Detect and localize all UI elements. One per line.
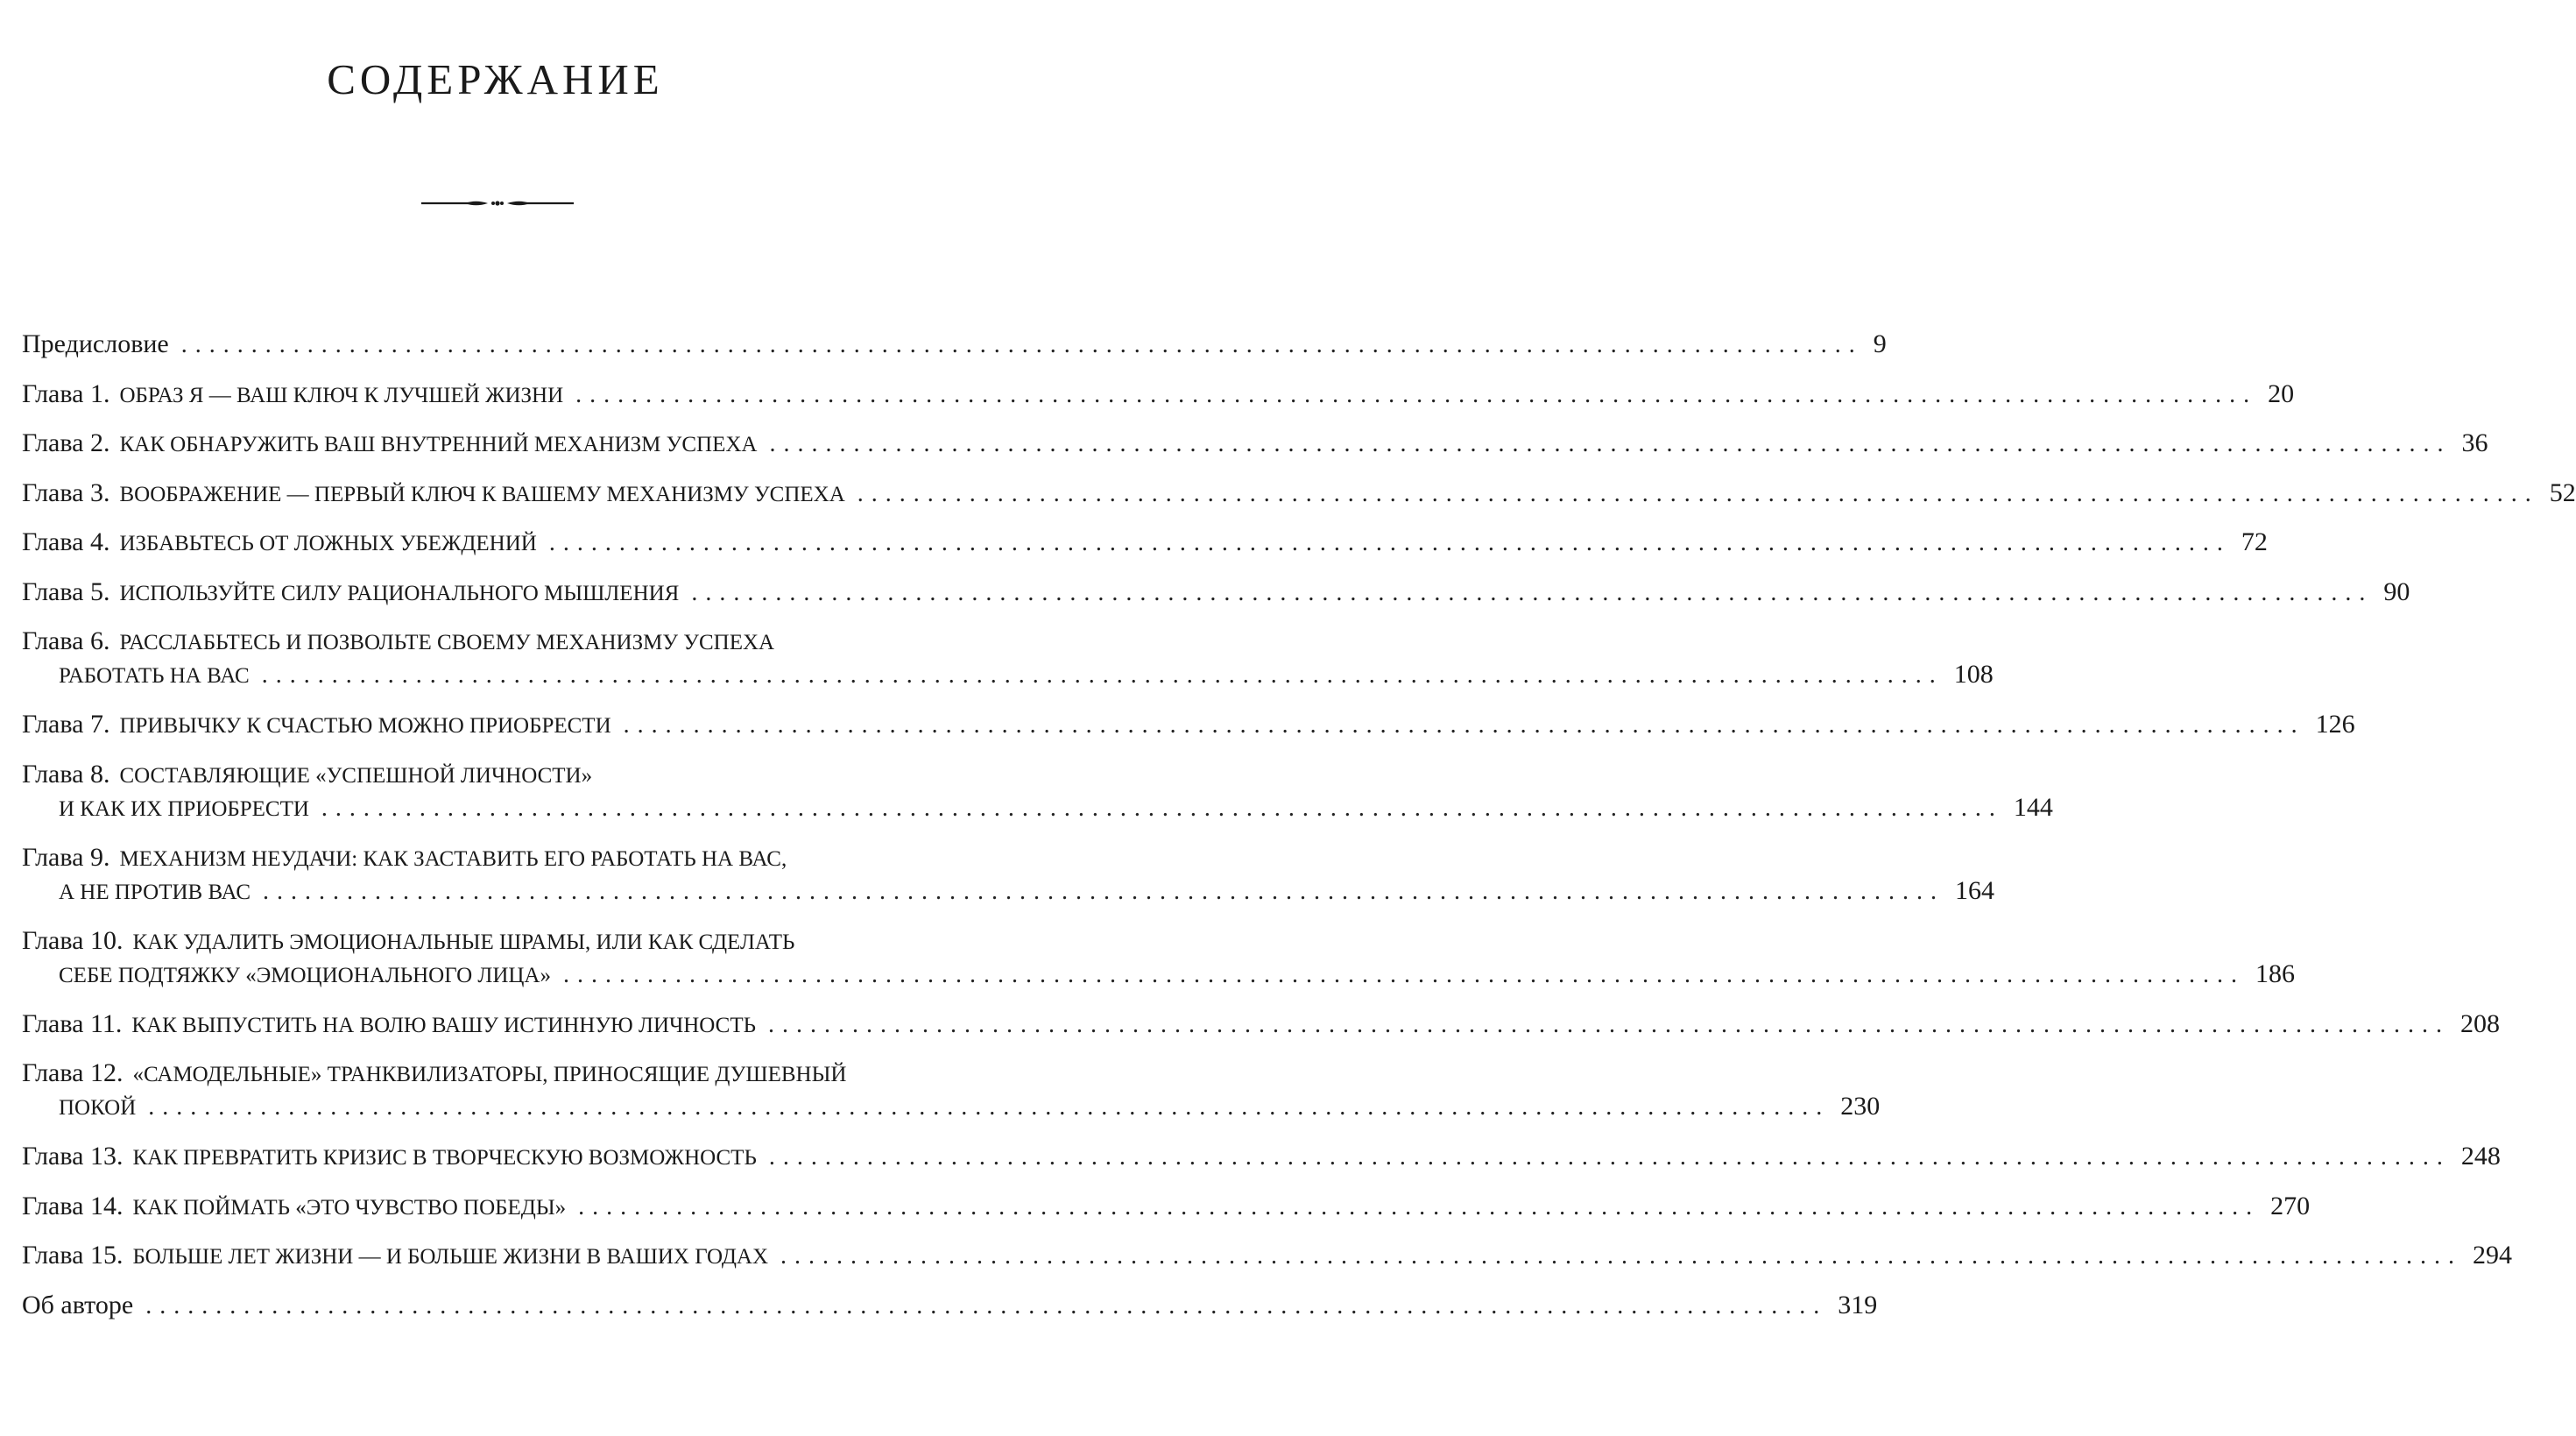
toc-entry-chapter-15[interactable] <box>22 1239 2512 1289</box>
dot-leader: ........................................................................................................................ <box>767 1010 2450 1038</box>
dot-leader: ........................................................................................................................ <box>321 794 2003 822</box>
toc-entry-chapter-3[interactable] <box>22 477 2576 527</box>
toc-page-number: 248 <box>2460 1142 2501 1171</box>
toc-entry-chapter-5[interactable] <box>22 576 2410 626</box>
toc-title: СОСТАВЛЯЮЩИЕ «УСПЕШНОЙ ЛИЧНОСТИ» <box>119 763 593 788</box>
toc-title: КАК УДАЛИТЬ ЭМОЦИОНАЛЬНЫЕ ШРАМЫ, ИЛИ КАК СДЕЛАТЬ <box>132 930 795 954</box>
dot-leader: ........................................................................................................................ <box>148 1093 1831 1121</box>
toc-title-continued: СЕБЕ ПОДТЯЖКУ «ЭМОЦИОНАЛЬНОГО ЛИЦА» <box>59 963 551 987</box>
toc-page-number: 108 <box>1953 660 1994 689</box>
toc-page-number: 208 <box>2460 1008 2500 1038</box>
toc-label: Глава 7. <box>22 710 110 739</box>
dot-leader: ........................................................................................................................ <box>145 1291 1828 1319</box>
dot-leader: ........................................................................................................................ <box>548 529 2231 556</box>
dot-leader: ........................................................................................................................ <box>857 479 2539 507</box>
toc-entry-chapter-6[interactable] <box>22 625 1994 708</box>
toc-page-number: 230 <box>1840 1092 1881 1121</box>
toc-page-number: 294 <box>2473 1241 2512 1270</box>
toc-entry-about-author[interactable] <box>22 1289 1878 1339</box>
toc-title-continued: РАБОТАТЬ НА ВАС <box>59 664 250 688</box>
toc-label: Глава 1. <box>22 378 110 408</box>
toc-entry-chapter-2[interactable] <box>22 427 2488 477</box>
toc-page-number: 270 <box>2270 1191 2311 1220</box>
toc-title: КАК ПОЙМАТЬ «ЭТО ЧУВСТВО ПОБЕДЫ» <box>132 1195 567 1220</box>
toc-title: МЕХАНИЗМ НЕУДАЧИ: КАК ЗАСТАВИТЬ ЕГО РАБОТАТЬ НА ВАС, <box>119 846 787 871</box>
dot-leader: ........................................................................................................................ <box>180 331 1863 358</box>
dot-leader: ........................................................................................................................ <box>263 877 1945 905</box>
toc-label: Глава 4. <box>22 527 110 556</box>
toc-title: ВООБРАЖЕНИЕ — ПЕРВЫЙ КЛЮЧ К ВАШЕМУ МЕХАНИЗМУ УСПЕХА <box>119 482 845 506</box>
toc-title: ИСПОЛЬЗУЙТЕ СИЛУ РАЦИОНАЛЬНОГО МЫШЛЕНИЯ <box>119 581 680 605</box>
toc-entry-chapter-4[interactable] <box>22 526 2268 576</box>
toc-page-number: 126 <box>2315 710 2355 739</box>
toc-label: Об авторе <box>22 1290 134 1319</box>
toc-entry-chapter-12[interactable] <box>22 1057 1881 1140</box>
toc-page-number: 52 <box>2549 477 2576 507</box>
dot-leader: ........................................................................................................................ <box>261 661 1944 689</box>
dot-leader: ........................................................................................................................ <box>691 578 2374 606</box>
toc-page-number: 20 <box>2268 378 2295 408</box>
toc-entry-preface[interactable] <box>22 328 1887 378</box>
toc-label: Глава 11. <box>22 1008 123 1038</box>
toc-entry-chapter-1[interactable] <box>22 378 2295 428</box>
toc-page-number: 72 <box>2241 527 2268 556</box>
toc-label: Глава 13. <box>22 1142 124 1171</box>
dot-leader: ........................................................................................................................ <box>623 711 2305 739</box>
toc-entry-chapter-7[interactable] <box>22 708 2355 758</box>
toc-page-number: 319 <box>1838 1290 1878 1319</box>
toc-label: Глава 12. <box>22 1058 124 1087</box>
toc-label: Глава 9. <box>22 842 110 872</box>
toc-title: ИЗБАВЬТЕСЬ ОТ ЛОЖНЫХ УБЕЖДЕНИЙ <box>119 532 537 555</box>
toc-title-continued: А НЕ ПРОТИВ ВАС <box>59 880 251 904</box>
dot-leader: ........................................................................................................................ <box>575 380 2258 408</box>
toc-label: Глава 14. <box>22 1191 124 1220</box>
toc-page-number: 36 <box>2461 428 2488 457</box>
toc-title-continued: И КАК ИХ ПРИОБРЕСТИ <box>59 796 309 821</box>
toc-title: ОБРАЗ Я — ВАШ КЛЮЧ К ЛУЧШЕЙ ЖИЗНИ <box>119 383 564 407</box>
dot-leader: ........................................................................................................................ <box>769 430 2452 457</box>
toc-label: Глава 3. <box>22 477 110 507</box>
toc-entry-chapter-10[interactable] <box>22 924 2295 1008</box>
dot-leader: ........................................................................................................................ <box>563 960 2245 988</box>
toc-label: Глава 10. <box>22 925 124 955</box>
dot-leader: ........................................................................................................................ <box>780 1242 2462 1270</box>
toc-title: «САМОДЕЛЬНЫЕ» ТРАНКВИЛИЗАТОРЫ, ПРИНОСЯЩИЕ ДУШЕВНЫЙ <box>132 1063 847 1086</box>
table-of-contents <box>22 328 2576 1338</box>
toc-entry-chapter-9[interactable] <box>22 841 1995 924</box>
toc-title: КАК ВЫПУСТИТЬ НА ВОЛЮ ВАШУ ИСТИННУЮ ЛИЧНОСТЬ <box>131 1013 756 1037</box>
dot-leader: ........................................................................................................................ <box>578 1192 2261 1220</box>
toc-title-continued: ПОКОЙ <box>59 1096 137 1120</box>
toc-label: Глава 2. <box>22 428 110 457</box>
toc-label: Глава 6. <box>22 626 110 655</box>
toc-title: РАССЛАБЬТЕСЬ И ПОЗВОЛЬТЕ СВОЕМУ МЕХАНИЗМУ УСПЕХА <box>119 631 775 654</box>
toc-entry-chapter-8[interactable] <box>22 758 2053 841</box>
toc-label: Глава 5. <box>22 577 110 606</box>
ornament-divider-icon <box>421 195 574 212</box>
toc-title: КАК ОБНАРУЖИТЬ ВАШ ВНУТРЕННИЙ МЕХАНИЗМ УСПЕХА <box>119 433 758 456</box>
toc-entry-chapter-14[interactable] <box>22 1190 2311 1240</box>
toc-entry-chapter-13[interactable] <box>22 1140 2501 1190</box>
toc-label: Глава 15. <box>22 1241 124 1270</box>
dot-leader: ........................................................................................................................ <box>768 1143 2451 1171</box>
toc-entry-chapter-11[interactable] <box>22 1008 2500 1058</box>
toc-page-number: 186 <box>2255 959 2295 988</box>
toc-label: Глава 8. <box>22 759 110 789</box>
toc-title: БОЛЬШЕ ЛЕТ ЖИЗНИ — И БОЛЬШЕ ЖИЗНИ В ВАШИХ ГОДАХ <box>132 1245 768 1269</box>
toc-label: Предисловие <box>22 329 169 358</box>
toc-page-number: 164 <box>1955 875 1995 905</box>
toc-page-number: 9 <box>1873 329 1887 358</box>
toc-title: ПРИВЫЧКУ К СЧАСТЬЮ МОЖНО ПРИОБРЕСТИ <box>119 714 611 738</box>
toc-title: КАК ПРЕВРАТИТЬ КРИЗИС В ТВОРЧЕСКУЮ ВОЗМОЖНОСТЬ <box>132 1146 757 1170</box>
toc-page-number: 90 <box>2383 577 2410 606</box>
toc-page-number: 144 <box>2013 792 2053 822</box>
page-title: СОДЕРЖАНИЕ <box>327 55 664 103</box>
